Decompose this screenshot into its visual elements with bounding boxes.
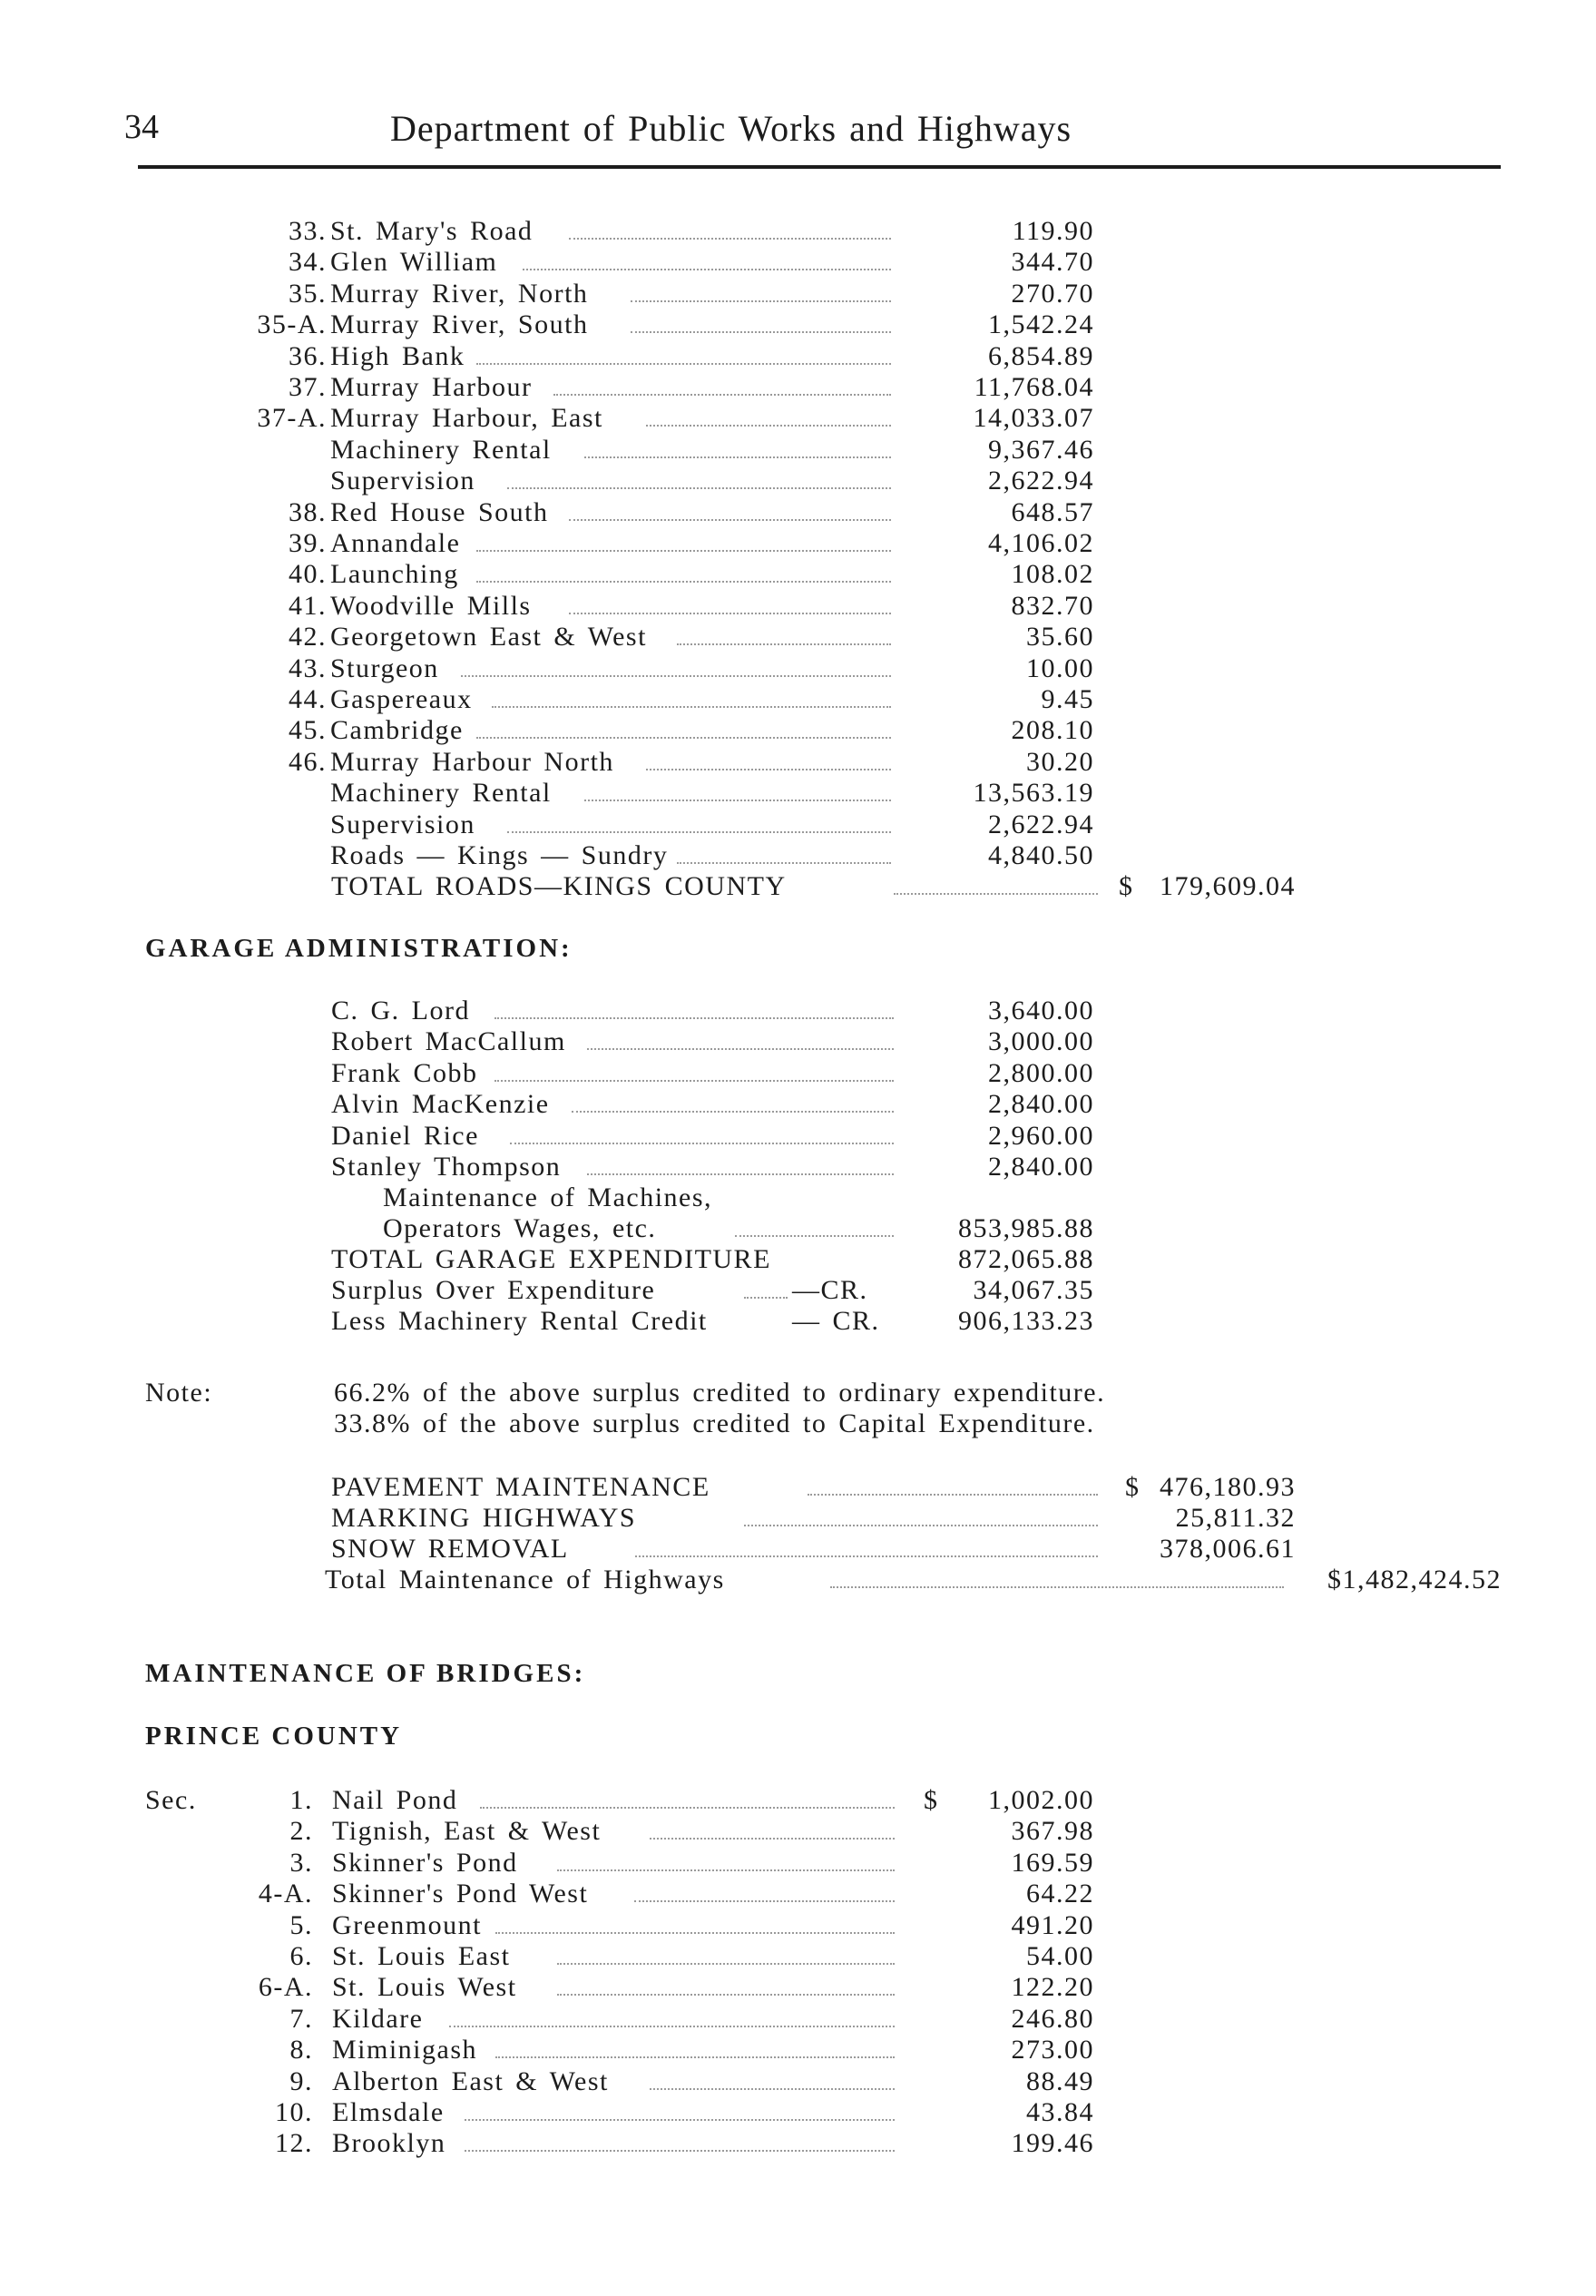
surplus-row	[0, 1275, 1596, 1306]
table-row	[0, 1785, 1596, 1816]
dot-leader	[569, 519, 891, 521]
table-row	[0, 403, 1596, 434]
dot-leader	[569, 238, 891, 240]
dot-leader	[634, 1900, 895, 1902]
credit-marker: — CR.	[792, 1306, 880, 1336]
kings-total-row	[0, 871, 1596, 902]
row-number: 37.	[289, 372, 327, 402]
amount: 199.46	[1011, 2128, 1094, 2158]
currency-symbol: $	[1119, 871, 1134, 901]
dot-leader	[587, 1048, 894, 1050]
table-row	[0, 341, 1596, 372]
amount: 3,000.00	[988, 1026, 1094, 1056]
table-row	[0, 2066, 1596, 2097]
section-number: 9.	[289, 2066, 313, 2096]
amount: 10.00	[1026, 653, 1094, 683]
bridge-name: Kildare	[332, 2004, 424, 2034]
amount: 54.00	[1026, 1941, 1094, 1971]
row-number: 40.	[289, 559, 327, 589]
amount: 30.20	[1026, 747, 1094, 777]
dot-leader	[635, 1555, 1098, 1557]
amount: 6,854.89	[988, 341, 1094, 371]
row-number: 38.	[289, 497, 327, 527]
row-number: 43.	[289, 653, 327, 683]
table-row	[0, 840, 1596, 871]
amount: 9,367.46	[988, 435, 1094, 465]
total-maintenance-row	[0, 1565, 1596, 1595]
amount: 1,002.00	[988, 1785, 1094, 1815]
amount: 648.57	[1011, 497, 1094, 527]
road-name: Roads — Kings — Sundry	[330, 840, 669, 870]
row-number: 39.	[289, 528, 327, 558]
amount: 1,542.24	[988, 309, 1094, 339]
bridge-name: Tignish, East & West	[332, 1816, 602, 1846]
table-row	[0, 996, 1596, 1026]
machines-amount: 853,985.88	[958, 1213, 1094, 1243]
row-number: 34.	[289, 247, 327, 277]
bridge-name: Elmsdale	[332, 2097, 445, 2127]
table-row	[0, 1058, 1596, 1089]
row-number: 44.	[289, 684, 327, 714]
section-subheading-prince-county: PRINCE COUNTY	[145, 1722, 403, 1751]
pavement-row	[0, 1472, 1596, 1503]
dot-leader	[494, 1017, 894, 1019]
pavement-label: PAVEMENT MAINTENANCE	[331, 1472, 710, 1502]
dot-leader	[449, 2026, 895, 2027]
table-row	[0, 559, 1596, 590]
section-number: 6-A.	[258, 1972, 313, 2002]
bridge-name: Brooklyn	[332, 2128, 446, 2158]
table-row	[0, 2097, 1596, 2128]
dot-leader	[465, 2119, 895, 2121]
table-row	[0, 1121, 1596, 1152]
amount: 3,640.00	[988, 996, 1094, 1025]
table-row	[0, 684, 1596, 715]
garage-total-label: TOTAL GARAGE EXPENDITURE	[331, 1244, 771, 1274]
bridge-name: Miminigash	[332, 2035, 478, 2065]
bridge-name: Skinner's Pond West	[332, 1879, 589, 1908]
rental-credit-amount: 906,133.23	[958, 1306, 1094, 1336]
amount: 4,106.02	[988, 528, 1094, 558]
table-row	[0, 591, 1596, 622]
bridge-name: Skinner's Pond	[332, 1848, 518, 1878]
table-row	[0, 2035, 1596, 2065]
section-number: 3.	[289, 1848, 313, 1878]
section-number: 8.	[289, 2035, 313, 2065]
amount: 2,800.00	[988, 1058, 1094, 1088]
table-row	[0, 1026, 1596, 1057]
dot-leader	[744, 1297, 788, 1299]
table-row	[0, 1972, 1596, 2003]
dot-leader	[584, 800, 891, 801]
amount: 2,840.00	[988, 1089, 1094, 1119]
dot-leader	[495, 1932, 895, 1934]
table-row	[0, 1089, 1596, 1120]
table-row	[0, 216, 1596, 247]
table-row	[0, 2128, 1596, 2159]
road-name: High Bank	[330, 341, 465, 371]
section-number: 2.	[289, 1816, 313, 1846]
marking-label: MARKING HIGHWAYS	[331, 1503, 637, 1533]
note-line-2: 33.8% of the above surplus credited to Capital Expenditure.	[334, 1408, 1095, 1438]
header-rule	[138, 165, 1501, 169]
amount: 344.70	[1011, 247, 1094, 277]
amount: 367.98	[1011, 1816, 1094, 1846]
dot-leader	[650, 2088, 895, 2090]
dot-leader	[808, 1494, 1098, 1496]
amount: 208.10	[1011, 715, 1094, 745]
page-number: 34	[124, 108, 159, 146]
amount: 2,622.94	[988, 466, 1094, 496]
table-row	[0, 435, 1596, 466]
road-name: Machinery Rental	[330, 778, 552, 808]
dot-leader	[631, 300, 891, 302]
dot-leader	[507, 487, 891, 489]
table-row	[0, 778, 1596, 809]
amount: 119.90	[1012, 216, 1094, 246]
road-name: St. Mary's Road	[330, 216, 534, 246]
amount: 9.45	[1041, 684, 1094, 714]
table-row	[0, 309, 1596, 340]
table-row	[0, 2004, 1596, 2035]
dot-leader	[476, 581, 891, 583]
marking-row	[0, 1503, 1596, 1534]
employee-name: Alvin MacKenzie	[331, 1089, 550, 1119]
snow-label: SNOW REMOVAL	[331, 1534, 569, 1564]
table-row	[0, 809, 1596, 840]
table-row	[0, 1152, 1596, 1182]
section-number: 7.	[289, 2004, 313, 2034]
amount: 246.80	[1011, 2004, 1094, 2034]
table-row	[0, 1910, 1596, 1941]
dot-leader	[587, 1173, 894, 1175]
table-row	[0, 622, 1596, 652]
section-number: 5.	[289, 1910, 313, 1940]
employee-name: Daniel Rice	[331, 1121, 479, 1151]
snow-amount: 378,006.61	[1160, 1534, 1296, 1564]
amount: 14,033.07	[973, 403, 1094, 433]
road-name: Red House South	[330, 497, 549, 527]
bridge-name: Alberton East & West	[332, 2066, 609, 2096]
table-row	[0, 1941, 1596, 1972]
dot-leader	[495, 2056, 895, 2058]
row-number: 42.	[289, 622, 327, 652]
machines-label-line2: Operators Wages, etc.	[383, 1213, 657, 1243]
table-row	[0, 247, 1596, 278]
dot-leader	[510, 1143, 894, 1144]
amount: 491.20	[1011, 1910, 1094, 1940]
table-row	[0, 1816, 1596, 1847]
table-row	[0, 1848, 1596, 1879]
pavement-amount: 476,180.93	[1160, 1472, 1296, 1502]
amount: 270.70	[1011, 279, 1094, 309]
section-number: 6.	[289, 1941, 313, 1971]
row-number: 37-A.	[257, 403, 327, 433]
dot-leader	[476, 363, 891, 365]
dot-leader	[894, 893, 1098, 895]
road-name: Supervision	[330, 809, 475, 839]
dot-leader	[677, 862, 891, 864]
table-row	[0, 747, 1596, 778]
dot-leader	[492, 706, 891, 708]
surplus-label: Surplus Over Expenditure	[331, 1275, 656, 1305]
table-row	[0, 497, 1596, 528]
road-name: Supervision	[330, 466, 475, 496]
road-name: Murray Harbour, East	[330, 403, 603, 433]
dot-leader	[507, 831, 891, 833]
road-name: Annandale	[330, 528, 461, 558]
dot-leader	[650, 1838, 895, 1840]
section-number: 12.	[275, 2128, 313, 2158]
row-number: 33.	[289, 216, 327, 246]
road-name: Cambridge	[330, 715, 464, 745]
road-name: Sturgeon	[330, 653, 439, 683]
dot-leader	[569, 613, 891, 614]
table-row	[0, 715, 1596, 746]
dot-leader	[584, 456, 891, 458]
bridge-name: St. Louis West	[332, 1972, 517, 2002]
rental-credit-row	[0, 1306, 1596, 1337]
total-amount: 179,609.04	[1160, 871, 1296, 901]
row-number: 46.	[289, 747, 327, 777]
dot-leader	[553, 394, 891, 396]
dot-leader	[735, 1235, 894, 1237]
employee-name: C. G. Lord	[331, 996, 470, 1025]
garage-total-row	[0, 1244, 1596, 1275]
rental-credit-label: Less Machinery Rental Credit	[331, 1306, 708, 1336]
road-name: Murray Harbour North	[330, 747, 614, 777]
road-name: Glen William	[330, 247, 498, 277]
note-label: Note:	[145, 1378, 213, 1408]
machines-label-line1: Maintenance of Machines,	[383, 1182, 713, 1212]
dot-leader	[557, 1869, 895, 1871]
road-name: Georgetown East & West	[330, 622, 647, 652]
machines-row	[0, 1213, 1596, 1244]
credit-marker: —CR.	[792, 1275, 868, 1305]
road-name: Machinery Rental	[330, 435, 552, 465]
dot-leader	[461, 675, 891, 677]
bridge-name: St. Louis East	[332, 1941, 511, 1971]
amount: 832.70	[1011, 591, 1094, 621]
section-heading-bridges: MAINTENANCE OF BRIDGES:	[145, 1659, 586, 1688]
machines-label-row	[0, 1182, 1596, 1213]
employee-name: Robert MacCallum	[331, 1026, 566, 1056]
amount: 88.49	[1026, 2066, 1094, 2096]
table-row	[0, 653, 1596, 684]
row-number: 35-A.	[257, 309, 327, 339]
row-number: 41.	[289, 591, 327, 621]
road-name: Gaspereaux	[330, 684, 473, 714]
dot-leader	[646, 425, 891, 427]
dot-leader	[480, 1807, 895, 1809]
table-row	[0, 279, 1596, 309]
amount: 11,768.04	[974, 372, 1094, 402]
amount: 2,622.94	[988, 809, 1094, 839]
dot-leader	[744, 1525, 1098, 1526]
garage-total-amount: 872,065.88	[958, 1244, 1094, 1274]
amount: 43.84	[1026, 2097, 1094, 2127]
road-name: Launching	[330, 559, 459, 589]
amount: 4,840.50	[988, 840, 1094, 870]
currency-symbol: $	[924, 1785, 939, 1815]
sec-label: Sec.	[145, 1785, 197, 1815]
amount: 169.59	[1011, 1848, 1094, 1878]
dot-leader	[465, 2150, 895, 2152]
bridge-name: Greenmount	[332, 1910, 482, 1940]
dot-leader	[476, 737, 891, 739]
total-maintenance-amount: $1,482,424.52	[1327, 1565, 1502, 1594]
dot-leader	[476, 550, 891, 552]
marking-amount: 25,811.32	[1175, 1503, 1296, 1533]
amount: 13,563.19	[973, 778, 1094, 808]
row-number: 36.	[289, 341, 327, 371]
amount: 35.60	[1026, 622, 1094, 652]
page-title: Department of Public Works and Highways	[390, 108, 1072, 149]
table-row	[0, 372, 1596, 403]
dot-leader	[494, 1080, 894, 1082]
dot-leader	[677, 643, 891, 645]
dot-leader	[557, 1963, 895, 1965]
row-number: 35.	[289, 279, 327, 309]
amount: 108.02	[1011, 559, 1094, 589]
road-name: Woodville Mills	[330, 591, 532, 621]
section-number: 10.	[275, 2097, 313, 2127]
dot-leader	[523, 269, 891, 270]
dot-leader	[572, 1111, 894, 1113]
amount: 273.00	[1011, 2035, 1094, 2065]
row-number: 45.	[289, 715, 327, 745]
employee-name: Stanley Thompson	[331, 1152, 562, 1182]
currency-symbol: $	[1125, 1472, 1141, 1502]
dot-leader	[631, 331, 891, 333]
road-name: Murray River, South	[330, 309, 589, 339]
section-heading-garage: GARAGE ADMINISTRATION:	[145, 934, 573, 963]
section-number: 1.	[289, 1785, 313, 1815]
dot-leader	[830, 1586, 1284, 1588]
table-row	[0, 466, 1596, 496]
amount: 64.22	[1026, 1879, 1094, 1908]
dot-leader	[646, 769, 891, 770]
dot-leader	[557, 1994, 895, 1996]
note-line-1: 66.2% of the above surplus credited to ordinary expenditure.	[334, 1378, 1106, 1408]
table-row	[0, 1879, 1596, 1909]
total-maintenance-label: Total Maintenance of Highways	[325, 1565, 725, 1594]
surplus-amount: 34,067.35	[973, 1275, 1094, 1305]
table-row	[0, 528, 1596, 559]
section-number: 4-A.	[258, 1879, 313, 1908]
bridge-name: Nail Pond	[332, 1785, 458, 1815]
snow-row	[0, 1534, 1596, 1565]
road-name: Murray River, North	[330, 279, 589, 309]
total-label: TOTAL ROADS—KINGS COUNTY	[331, 871, 787, 901]
employee-name: Frank Cobb	[331, 1058, 478, 1088]
amount: 122.20	[1011, 1972, 1094, 2002]
amount: 2,840.00	[988, 1152, 1094, 1182]
amount: 2,960.00	[988, 1121, 1094, 1151]
road-name: Murray Harbour	[330, 372, 533, 402]
